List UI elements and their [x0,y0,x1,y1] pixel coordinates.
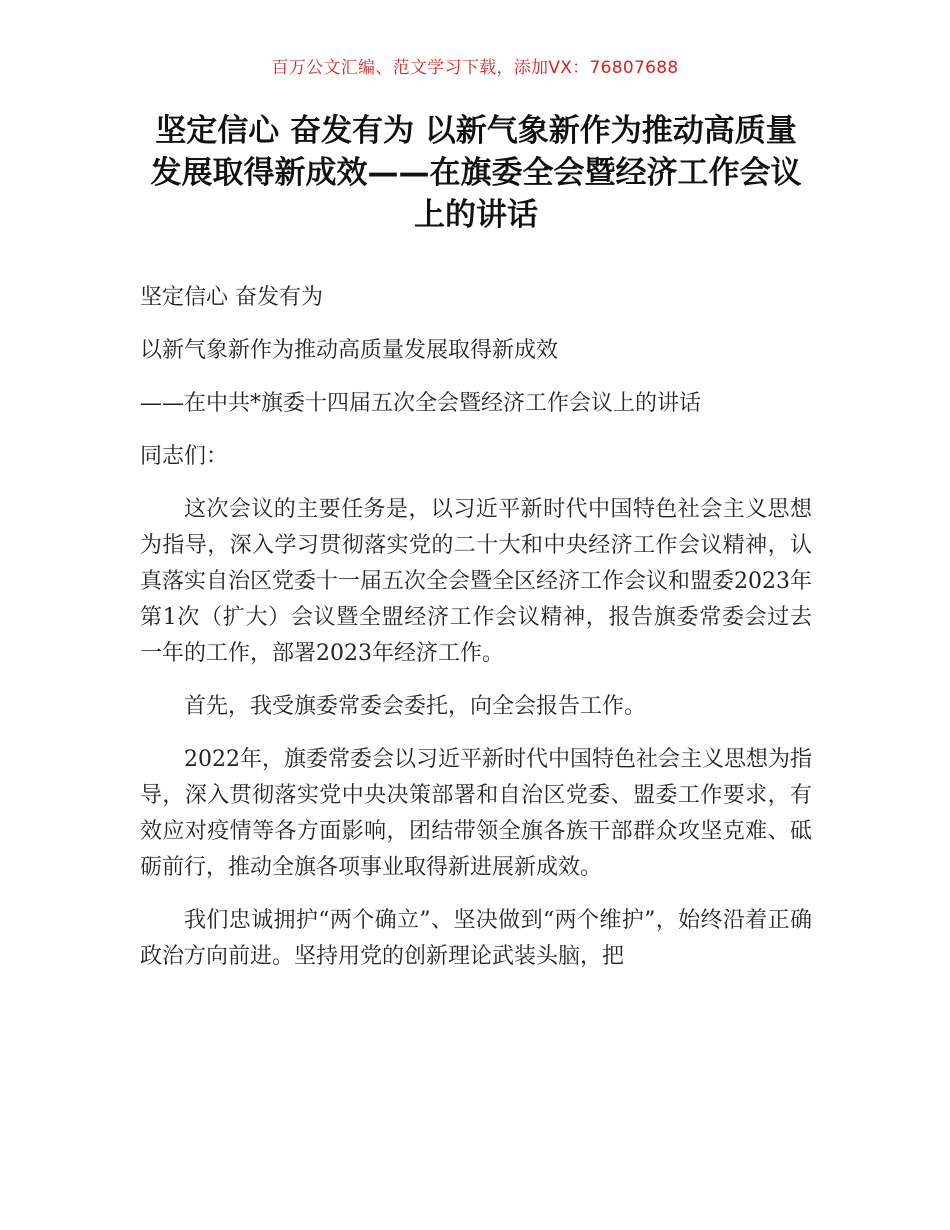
subtitle-line-3: ——在中共*旗委十四届五次全会暨经济工作会议上的讲话 [140,391,702,416]
paragraph-2022-review: 2022年，旗委常委会以习近平新时代中国特色社会主义思想为指导，深入贯彻落实党中央决策部署和自治区党委、盟委工作要求，有效应对疫情等各方面影响，团结带领全旗各族干部群众攻坚克难、砥砺前行，推动全旗各项事业取得新进展新成效。 [140,747,812,880]
paragraph-report-intro: 首先，我受旗委常委会委托，向全会报告工作。 [184,694,647,719]
document-body [140,280,812,992]
paragraph-meeting-tasks: 这次会议的主要任务是，以习近平新时代中国特色社会主义思想为指导，深入学习贯彻落实党的二十大和中央经济工作会议精神，认真落实自治区党委十一届五次全会暨全区经济工作会议和盟委2023年第1次（扩大）会议暨全盟经济工作会议精神，报告旗委常委会过去一年的工作，部署2023年经济工作。 [140,497,812,666]
subtitle-line-1: 坚定信心 奋发有为 [140,285,323,310]
watermark-banner: 百万公文汇编、范文学习下载，添加VX：76807688 [271,58,679,78]
document-title: 坚定信心 奋发有为 以新气象新作为推动高质量发展取得新成效——在旗委全会暨经济工作会议上的讲话 [150,113,802,233]
subtitle-line-2: 以新气象新作为推动高质量发展取得新成效 [140,338,559,363]
paragraph-political-direction: 我们忠诚拥护“两个确立”、坚决做到“两个维护”，始终沿着正确政治方向前进。坚持用党的创新理论武装头脑，把 [140,908,812,969]
salutation: 同志们： [140,444,229,469]
